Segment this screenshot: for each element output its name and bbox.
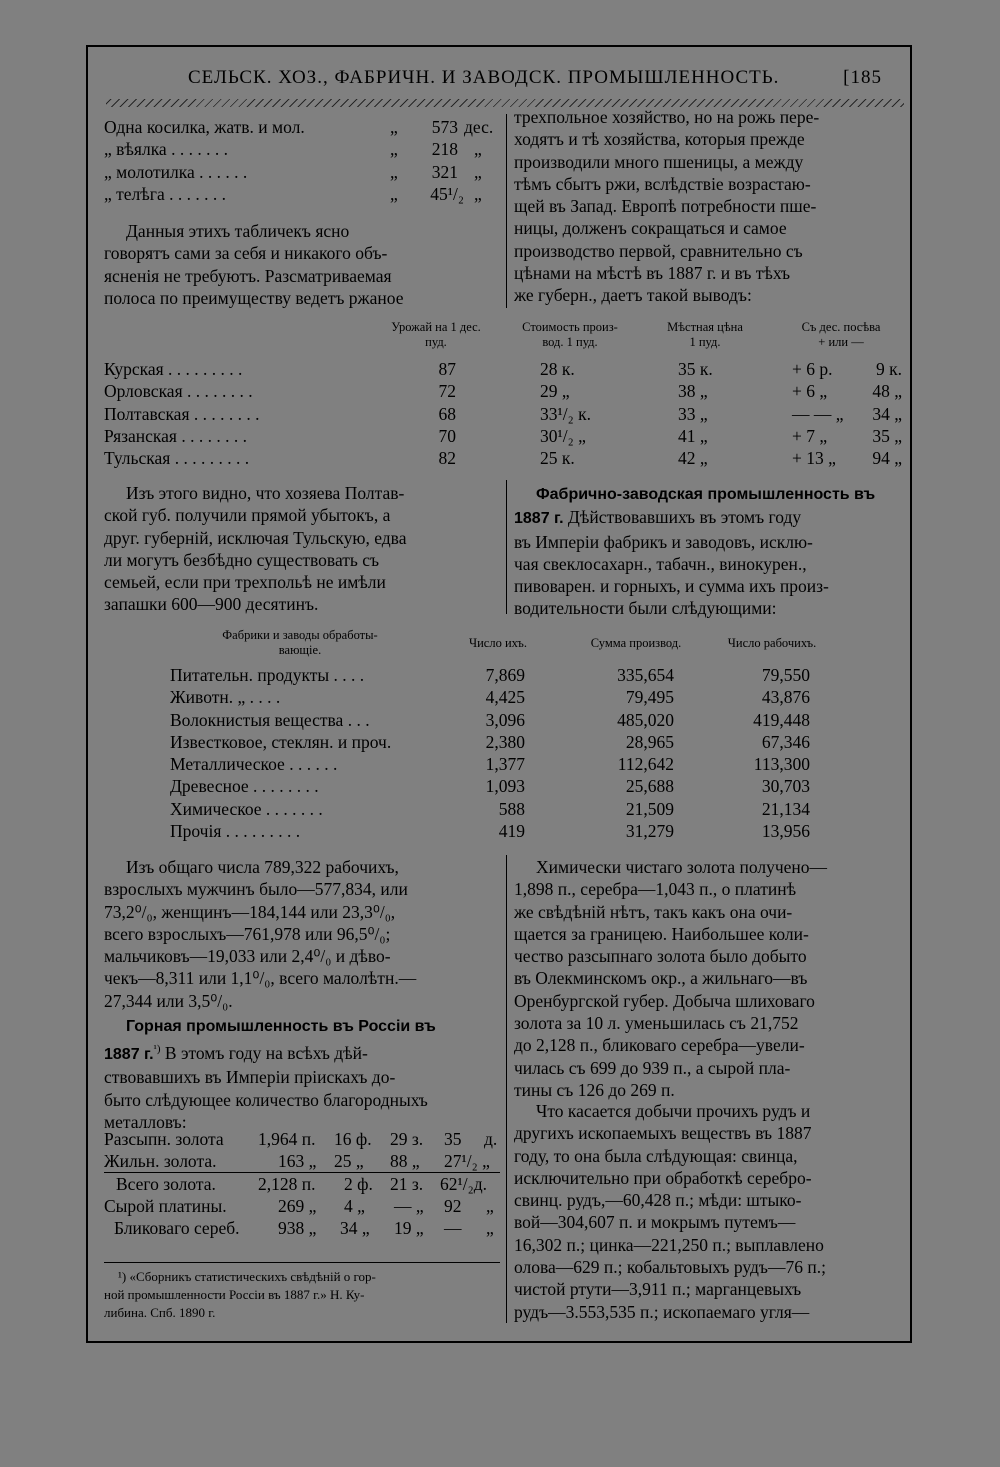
table2-header-sum: Сумма производ. [590,636,682,650]
profit-kop-cell: 94 „ [872,448,902,469]
workers-cell: 79,550 [761,665,810,685]
sum-cell: 79,495 [625,687,674,708]
machine-row [104,183,500,205]
text-line: вой—304,607 п. и мокрымъ путемъ— [514,1212,796,1233]
machine-name: „ молотилка . . . . . . [104,161,248,182]
text-line: мальчиковъ—19,033 или 2,4⁰/₀ и дѣво- [104,946,391,967]
metal-name: Разсыпн. золота [104,1129,224,1149]
workers-cell: 30,703 [761,776,810,797]
text-line: Изъ общаго числа 789,322 рабочихъ, [126,857,399,877]
text-line: быто слѣдующее количество благородныхъ [104,1089,428,1110]
table-row [170,753,820,775]
table-row [104,403,904,425]
workers-cell: 419,448 [753,709,810,730]
text-line: говорятъ сами за себя и никакого объ- [104,243,388,264]
count-cell: 419 [498,821,525,842]
text-line: 27,344 или 3,5⁰/₀. [104,990,233,1011]
footnote-line: ной промышленности Россіи въ 1887 г.» Н. Ку- [104,1287,365,1302]
price-cell: 41 „ [678,425,708,446]
metal-zol: 29 з. [390,1129,424,1149]
metal-zol: — „ [394,1195,424,1216]
text-line: взрослыхъ мужчинъ было—577,834, или [104,879,408,900]
yield-cell: 82 [438,448,456,469]
paragraph-rye-farming [514,106,906,307]
metal-zol: 88 „ [390,1151,420,1172]
metal-pud: 1,964 п. [258,1129,316,1149]
header-text: Урожай на 1 дес. [391,320,481,334]
table-row [104,447,904,469]
text-line: щается за границею. Наибольшее коли- [514,923,809,944]
profit-cell: + 13 „ [792,448,836,469]
sum-cell: 31,279 [625,821,674,842]
header-text: вод. 1 пуд. [542,335,598,349]
text-line: ли могутъ безбѣдно существовать съ [104,549,380,570]
machine-name: „ телѣга . . . . . . . [104,183,226,204]
metals-table [104,1128,504,1239]
section-heading-year: 1887 г. [104,1046,154,1064]
table2-factories [170,664,820,842]
text-line: металловъ: [104,1112,187,1133]
text-line: 16,302 п.; цинка—221,250 п.; выплавлено [514,1234,824,1255]
header-text: 1 пуд. [689,335,721,349]
paragraph-workers [104,856,500,1012]
gubernia-name: Орловская . . . . . . . . [104,381,253,402]
profit-kop-cell: 9 к. [875,359,902,379]
gubernia-name: Тульская . . . . . . . . . [104,448,250,469]
table-row [104,358,904,380]
paragraph-factory-industry [514,482,906,620]
table1-header-price [640,320,770,350]
machine-row [104,138,500,160]
header-text: Мѣстная цѣна [667,320,743,334]
paragraph-other-ores [514,1100,906,1323]
metal-funt: 16 ф. [334,1129,372,1149]
category-cell: Волокнистыя вещества . . . [170,709,370,730]
text-line: чество разсыпнаго золота было добыто [514,946,807,967]
text-line: чекъ—8,311 или 1,1⁰/₀, всего малолѣтн.— [104,968,417,989]
text-line: ходятъ и тѣ хозяйства, которыя прежде [514,129,805,150]
table1-header-profit [776,320,906,350]
text-line: тѣмъ сбытъ ржи, вслѣдствіе возрастаю- [514,173,811,194]
text-line: Оренбургской губер. Добыча шлиховаго [514,990,815,1011]
text-line: свинц. рудъ,—60,428 п.; мѣди: штыко- [514,1190,802,1211]
paragraph-data-comment [104,220,500,309]
metal-dol: 27¹/₂ „ [444,1151,490,1172]
machines-list [104,116,500,205]
text-line: ясненія не требуютъ. Разсматриваемая [104,265,392,286]
header-text: вающіе. [278,643,322,657]
header-text: Съ дес. посѣва [801,320,881,334]
count-cell: 7,869 [485,665,525,685]
machine-row [104,161,500,183]
sum-cell: 21,509 [625,798,674,819]
cost-cell: 25 к. [540,448,575,469]
metal-funt: 25 „ [334,1151,364,1172]
sum-cell: 335,654 [617,665,674,685]
quote-mark: „ [390,183,398,204]
quote-mark: „ [390,139,398,160]
header-text: Стоимость произ- [522,320,618,334]
section-heading: Фабрично-заводская промышленность въ [536,486,876,503]
sum-cell: 485,020 [617,709,674,730]
metal-dol: — [444,1218,462,1239]
metal-row [104,1128,504,1150]
category-cell: Древесное . . . . . . . . [170,776,319,797]
table-row [170,820,820,842]
profit-kop-cell: 34 „ [872,403,902,424]
header-text: Фабрики и заводы обработы- [222,628,378,642]
text-line: Данныя этихъ табличекъ ясно [126,221,350,241]
metal-unit: д. [484,1129,498,1149]
metal-row [104,1173,504,1195]
metal-dol: 35 [444,1129,462,1149]
workers-cell: 67,346 [761,731,810,752]
text-line: Что касается добычи прочихъ рудъ и [536,1101,811,1121]
text-line: 73,2⁰/₀, женщинъ—184,144 или 23,3⁰/₀, [104,901,396,922]
machine-name: „ вѣялка . . . . . . . [104,139,228,160]
paragraph-mining [104,1014,500,1133]
metal-funt: 2 ф. [344,1173,373,1194]
table-row [104,425,904,447]
text-line: пивоварен. и горныхъ, и сумма ихъ произ- [514,576,829,597]
metal-row [104,1150,504,1172]
metal-name: Бликоваго сереб. [114,1218,240,1239]
text-line: чая свеклосахарн., табачн., винокурен., [514,553,807,574]
metal-zol: 21 з. [390,1173,424,1194]
running-header [88,67,910,97]
count-cell: 3,096 [485,709,525,730]
machine-value: 321 [431,161,458,182]
cost-cell: 29 „ [540,381,570,402]
table-row [170,709,820,731]
metal-zol: 19 „ [394,1218,424,1239]
category-cell: Животн. „ . . . . [170,687,281,708]
table-row [170,664,820,686]
machine-row [104,116,500,138]
machine-unit: дес. [464,117,494,137]
price-cell: 33 „ [678,403,708,424]
header-text: + или — [818,335,864,349]
metal-pud: 938 „ [278,1218,317,1239]
text-line: Изъ этого видно, что хозяева Полтав- [126,483,405,503]
category-cell: Металлическое . . . . . . [170,754,338,775]
metal-dol: 92 [444,1195,462,1216]
column-divider-bottom [506,855,507,1323]
category-cell: Химическое . . . . . . . [170,798,323,819]
table2-header-category [170,628,430,658]
text-line: 1,898 п., серебра—1,043 п., о платинѣ [514,879,797,900]
machine-unit: „ [474,161,482,182]
machine-name: Одна косилка, жатв. и мол. [104,117,305,137]
machine-unit: „ [474,139,482,160]
page-number: [185 [843,67,882,88]
text-line: полоса по преимуществу ведетъ ржаное [104,287,404,308]
profit-cell: + 6 „ [792,381,828,402]
table2-header-count: Число ихъ. [468,636,528,650]
yield-cell: 72 [438,381,456,402]
profit-cell: + 6 р. [792,359,833,379]
header-text: пуд. [425,335,447,349]
metal-pud: 2,128 п. [258,1173,316,1194]
column-divider-middle [506,480,507,614]
category-cell: Прочія . . . . . . . . . [170,821,301,842]
metal-dol: 62¹/₂д. [440,1173,487,1194]
text-line: же губерн., даетъ такой выводъ: [514,285,752,306]
text-line: производили много пшеницы, а между [514,151,804,172]
table-row [170,686,820,708]
workers-cell: 21,134 [761,798,810,819]
metal-funt: 34 „ [340,1218,370,1239]
text-line: рудъ—3.553,535 п.; ископаемаго угля— [514,1301,810,1322]
table1-header-cost [500,320,640,350]
price-cell: 38 „ [678,381,708,402]
paragraph-gold-silver [514,856,906,1101]
table1-header-yield [366,320,506,350]
text-line: въ Олекминскомъ окр., а жильнаго—въ [514,968,808,989]
table1-gubernias [104,358,904,469]
price-cell: 35 к. [678,359,713,379]
profit-kop-cell: 35 „ [872,425,902,446]
text-line: золота за 10 л. уменьшилась съ 21,752 [514,1013,799,1034]
metal-name: Жильн. золота. [104,1151,217,1172]
metal-unit: „ [486,1195,494,1216]
count-cell: 2,380 [485,731,525,752]
gubernia-name: Полтавская . . . . . . . . [104,403,260,424]
text-line: году, то она была слѣдующая: свинца, [514,1145,798,1166]
table-row [170,798,820,820]
sum-cell: 112,642 [617,754,674,775]
section-heading-year: 1887 г. [514,510,564,528]
text-line: друг. губерній, исключая Тульскую, едва [104,527,407,548]
table-row [104,380,904,402]
text-line: производство первой, сравнительно съ [514,240,803,261]
quote-mark: „ [390,161,398,182]
text-line: въ Имперіи фабрикъ и заводовъ, исклю- [514,531,813,552]
footnote-marker: ¹) [153,1043,161,1056]
text-line: цѣнами на мѣстѣ въ 1887 г. и въ тѣхъ [514,263,791,284]
table-row [170,775,820,797]
quote-mark: „ [390,117,398,137]
text-line: семьей, если при трехпольѣ не имѣли [104,572,386,593]
gubernia-name: Рязанская . . . . . . . . [104,425,247,446]
text-line: трехпольное хозяйство, но на рожь пере- [514,107,820,127]
text-line: исключительно при обработкѣ серебро- [514,1167,812,1188]
workers-cell: 113,300 [753,754,810,775]
text-line: водительности были слѣдующими: [514,598,777,619]
text-line: Химически чистаго золота получено— [536,857,828,877]
price-cell: 42 „ [678,448,708,469]
text-line: щей въ Запад. Европѣ потребности пше- [514,196,817,217]
text-line: ницы, долженъ сокращаться и самое [514,218,787,239]
footnote-line: либина. Спб. 1890 г. [104,1305,216,1320]
workers-cell: 43,876 [761,687,810,708]
cost-cell: 28 к. [540,359,575,379]
cost-cell: 33¹/₂ к. [540,403,591,424]
metal-pud: 269 „ [278,1195,317,1216]
table2-header-workers: Число рабочихъ. [727,636,817,650]
text-line: чистой ртути—3,911 п.; марганцевыхъ [514,1279,802,1300]
machine-unit: „ [474,183,482,204]
count-cell: 4,425 [485,687,525,708]
gubernia-name: Курская . . . . . . . . . [104,359,243,379]
sum-cell: 25,688 [625,776,674,797]
text-line: запашки 600—900 десятинъ. [104,594,319,615]
page-header-title: СЕЛЬСК. ХОЗ., ФАБРИЧН. И ЗАВОДСК. ПРОМЫШЛЕННОСТЬ. [188,67,780,88]
yield-cell: 68 [438,403,456,424]
machine-value: 218 [431,139,458,160]
workers-cell: 13,956 [761,821,810,842]
count-cell: 1,377 [485,754,525,775]
footnote-rule [104,1262,500,1263]
count-cell: 588 [498,798,525,819]
text-line: олова—629 п.; кобальтовыхъ рудъ—76 п.; [514,1257,826,1278]
profit-cell: — — „ [792,403,844,424]
text-line: тины съ 126 до 269 п. [514,1079,675,1100]
category-cell: Известковое, стеклян. и проч. [170,731,392,752]
footnote [104,1268,500,1322]
text-line: В этомъ году на всѣхъ дѣй- [164,1043,368,1064]
paragraph-poltava-loss [104,482,500,616]
count-cell: 1,093 [485,776,525,797]
text-line: всего взрослыхъ—761,978 или 96,5⁰/₀; [104,923,391,944]
text-line: чилась съ 699 до 939 п., а сырой пла- [514,1057,791,1078]
profit-kop-cell: 48 „ [872,381,902,402]
text-line: же свѣдѣній нѣтъ, такъ какъ она очи- [514,901,793,922]
metal-name: Всего золота. [116,1173,216,1194]
sum-cell: 28,965 [625,731,674,752]
table-row [170,731,820,753]
metal-name: Сырой платины. [104,1195,227,1216]
profit-cell: + 7 „ [792,425,828,446]
metal-funt: 4 „ [344,1195,365,1216]
category-cell: Питательн. продукты . . . . [170,665,365,685]
text-line: до 2,128 п., бликоваго серебра—увели- [514,1035,805,1056]
cost-cell: 30¹/₂ „ [540,425,586,446]
metal-row [104,1195,504,1217]
machine-value: 45¹/₂ [430,183,464,204]
metal-unit: „ [486,1218,494,1239]
metal-row [104,1217,504,1239]
section-heading: Горная промышленность въ Россіи въ [126,1018,436,1035]
column-divider-top [506,114,507,308]
text-line: ствовавшихъ въ Имперіи пріискахъ до- [104,1067,396,1088]
machine-value: 573 [431,117,458,137]
text-line: Дѣйствовавшихъ въ этомъ году [567,507,802,528]
metal-pud: 163 „ [278,1151,317,1172]
footnote-line: ¹) «Сборникъ статистическихъ свѣдѣній о гор- [118,1269,376,1284]
yield-cell: 87 [438,359,456,379]
text-line: другихъ ископаемыхъ веществъ въ 1887 [514,1123,812,1144]
yield-cell: 70 [438,425,456,446]
text-line: ской губ. получили прямой убытокъ, а [104,505,391,526]
